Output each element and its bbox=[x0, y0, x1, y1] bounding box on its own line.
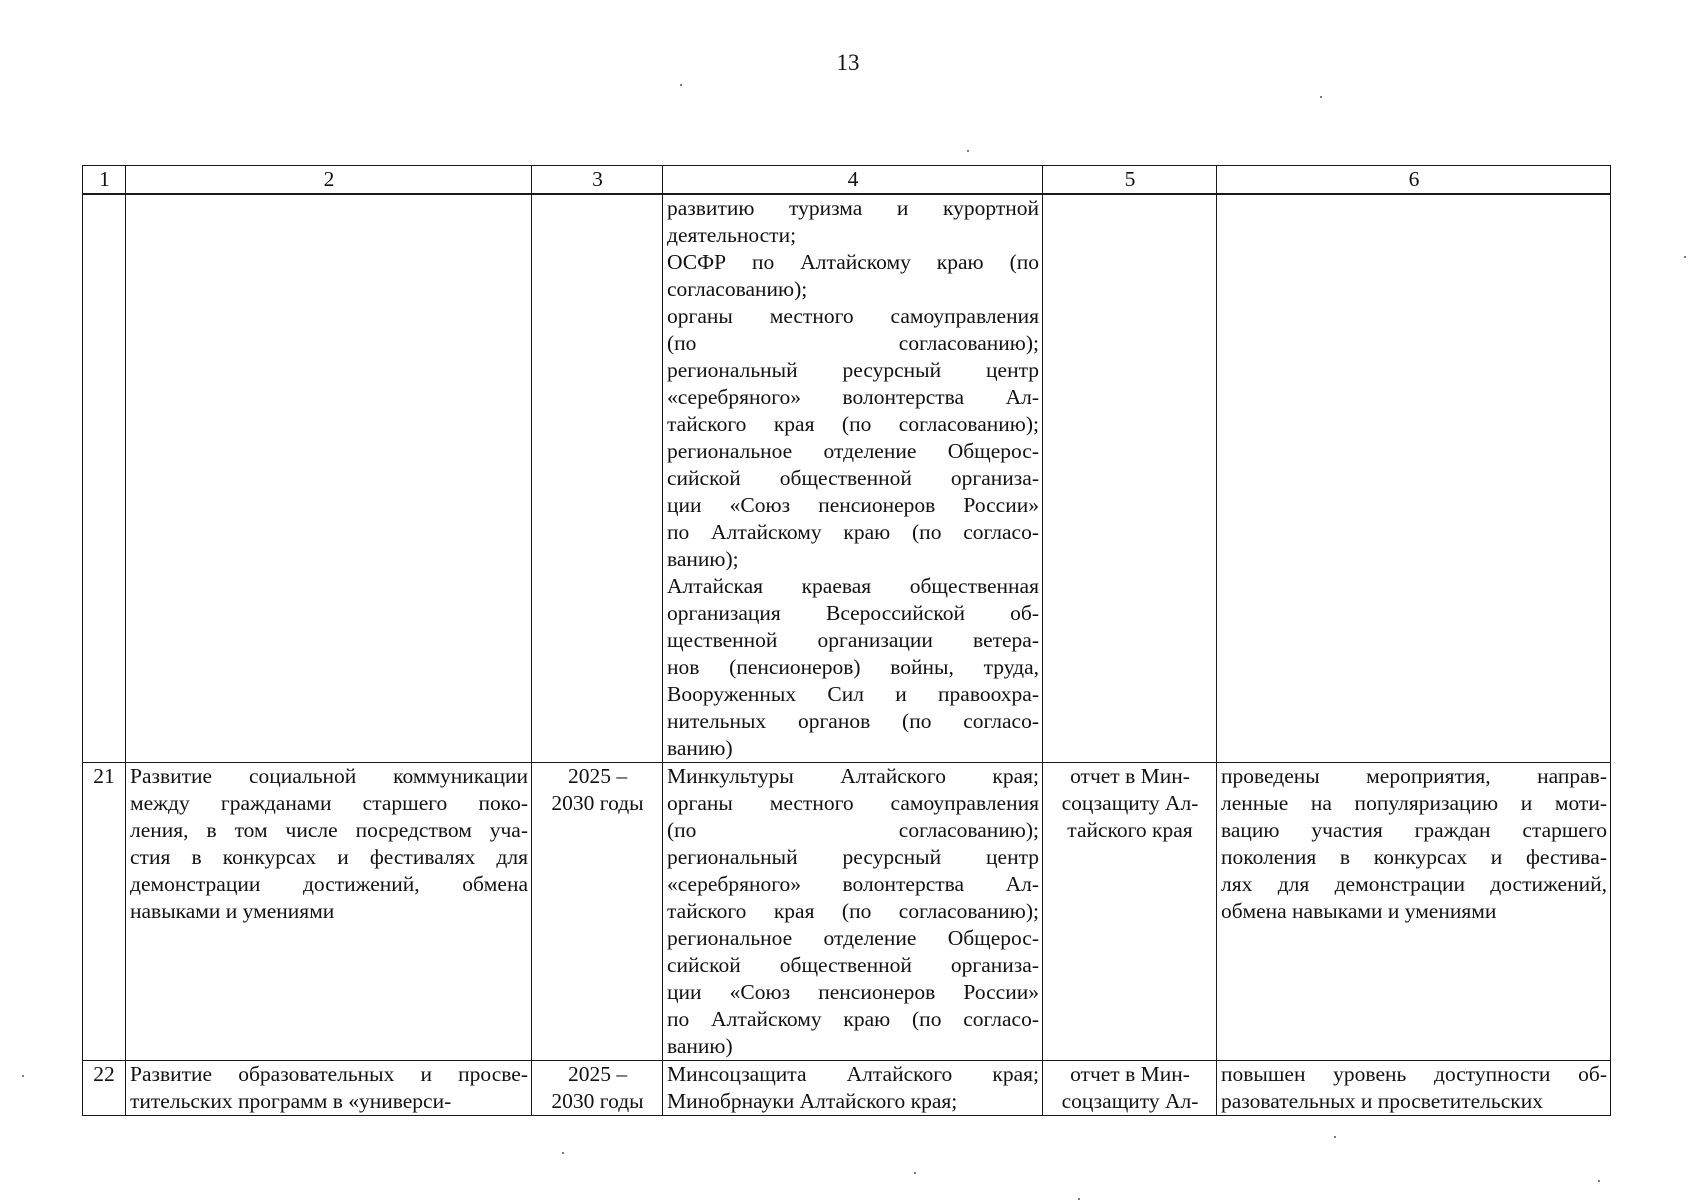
cell-line: демонстрации достижений, обмена bbox=[130, 872, 528, 896]
activity-plan-table bbox=[82, 165, 1611, 1116]
cell-line: вацию участия граждан старшего bbox=[1221, 818, 1607, 842]
cell-line: 2025 – bbox=[567, 764, 628, 788]
cell-line: органы местного самоуправления bbox=[667, 791, 1039, 815]
cell-line: соцзащиту Ал- bbox=[1061, 1089, 1199, 1113]
cell-line: региональное отделение Общерос- bbox=[667, 926, 1039, 950]
report-cell bbox=[1043, 194, 1217, 763]
cell-line: региональное отделение Общерос- bbox=[667, 439, 1039, 463]
scan-speck bbox=[562, 1152, 564, 1154]
table-row-21 bbox=[83, 763, 1611, 1061]
column-header-3: 3 bbox=[532, 166, 663, 195]
cell-line: сийской общественной организа- bbox=[667, 953, 1039, 977]
cell-line: ванию) bbox=[667, 1034, 733, 1058]
column-header-4: 4 bbox=[663, 166, 1043, 195]
cell-line: тительских программ в «универси- bbox=[130, 1089, 452, 1113]
period-cell bbox=[532, 763, 663, 1061]
cell-line: стия в конкурсах и фестивалях для bbox=[130, 845, 528, 869]
scan-speck bbox=[1684, 256, 1686, 258]
cell-line: 2025 – bbox=[567, 1062, 628, 1086]
cell-line: деятельности; bbox=[667, 223, 797, 247]
cell-line: ленные на популяризацию и моти- bbox=[1221, 791, 1607, 815]
column-header-5: 5 bbox=[1043, 166, 1217, 195]
result-cell bbox=[1217, 194, 1611, 763]
scan-speck bbox=[22, 1075, 24, 1077]
row-number-cell: 22 bbox=[83, 1061, 126, 1116]
row-number-cell bbox=[83, 194, 126, 763]
cell-line: ления, в том числе посредством уча- bbox=[130, 818, 528, 842]
cell-line: тайского края (по согласованию); bbox=[667, 412, 1039, 436]
cell-line: ванию) bbox=[667, 736, 733, 760]
report-cell bbox=[1043, 763, 1217, 1061]
cell-line: согласованию); bbox=[667, 277, 808, 301]
cell-line: по Алтайскому краю (по согласо- bbox=[667, 520, 1039, 544]
cell-line: (по согласованию); bbox=[667, 331, 1039, 355]
cell-line: соцзащиту Ал- bbox=[1061, 791, 1199, 815]
table-row-22 bbox=[83, 1061, 1611, 1116]
scan-speck bbox=[1334, 1136, 1336, 1138]
cell-line: региональный ресурсный центр bbox=[667, 358, 1039, 382]
column-header-6: 6 bbox=[1217, 166, 1611, 195]
cell-line: «серебряного» волонтерства Ал- bbox=[667, 872, 1039, 896]
cell-line: (по согласованию); bbox=[667, 818, 1039, 842]
cell-line: проведены мероприятия, направ- bbox=[1221, 764, 1607, 788]
page-number: 13 bbox=[836, 50, 860, 75]
cell-line: 2030 годы bbox=[551, 791, 644, 815]
activity-cell bbox=[126, 763, 532, 1061]
cell-line: обмена навыками и умениями bbox=[1221, 899, 1497, 923]
cell-line: тайского края bbox=[1067, 818, 1193, 842]
period-cell bbox=[532, 194, 663, 763]
cell-line: ванию); bbox=[667, 547, 739, 571]
cell-line: повышен уровень доступности об- bbox=[1221, 1062, 1607, 1086]
column-number-row bbox=[83, 166, 1611, 195]
cell-line: Развитие социальной коммуникации bbox=[130, 764, 528, 788]
scan-speck bbox=[1320, 96, 1322, 98]
period-cell bbox=[532, 1061, 663, 1116]
cell-line: нов (пенсионеров) войны, труда, bbox=[667, 655, 1039, 679]
cell-line: региональный ресурсный центр bbox=[667, 845, 1039, 869]
cell-line: отчет в Мин- bbox=[1070, 1062, 1190, 1086]
cell-line: между гражданами старшего поко- bbox=[130, 791, 528, 815]
cell-line: «серебряного» волонтерства Ал- bbox=[667, 385, 1039, 409]
scan-speck bbox=[680, 84, 682, 86]
cell-line: организация Всероссийской об- bbox=[667, 601, 1039, 625]
cell-line: Минобрнауки Алтайского края; bbox=[667, 1089, 958, 1113]
cell-line: органы местного самоуправления bbox=[667, 304, 1039, 328]
cell-line: Минкультуры Алтайского края; bbox=[667, 764, 1039, 788]
cell-line: Вооруженных Сил и правоохра- bbox=[667, 682, 1039, 706]
scan-speck bbox=[914, 1172, 916, 1174]
row-number-cell: 21 bbox=[83, 763, 126, 1061]
column-header-2: 2 bbox=[126, 166, 532, 195]
executors-cell bbox=[663, 194, 1043, 763]
result-cell bbox=[1217, 763, 1611, 1061]
cell-line: Развитие образовательных и просве- bbox=[130, 1062, 528, 1086]
scan-speck bbox=[967, 150, 969, 152]
cell-line: Алтайская краевая общественная bbox=[667, 574, 1039, 598]
activity-cell bbox=[126, 194, 532, 763]
column-header-1: 1 bbox=[83, 166, 126, 195]
cell-line: нительных органов (по согласо- bbox=[667, 709, 1039, 733]
cell-line: щественной организации ветера- bbox=[667, 628, 1039, 652]
executors-cell bbox=[663, 763, 1043, 1061]
cell-line: навыками и умениями bbox=[130, 899, 335, 923]
executors-cell bbox=[663, 1061, 1043, 1116]
scan-speck bbox=[1598, 1180, 1600, 1182]
cell-line: тайского края (по согласованию); bbox=[667, 899, 1039, 923]
cell-line: отчет в Мин- bbox=[1070, 764, 1190, 788]
cell-line: сийской общественной организа- bbox=[667, 466, 1039, 490]
cell-line: ции «Союз пенсионеров России» bbox=[667, 980, 1039, 1004]
cell-line: ОСФР по Алтайскому краю (по bbox=[667, 250, 1039, 274]
activity-cell bbox=[126, 1061, 532, 1116]
cell-line: развитию туризма и курортной bbox=[667, 196, 1039, 220]
result-cell bbox=[1217, 1061, 1611, 1116]
cell-line: 2030 годы bbox=[551, 1089, 644, 1113]
cell-line: по Алтайскому краю (по согласо- bbox=[667, 1007, 1039, 1031]
table-row-continued bbox=[83, 194, 1611, 763]
cell-line: поколения в конкурсах и фестива- bbox=[1221, 845, 1607, 869]
cell-line: разовательных и просветительских bbox=[1221, 1089, 1543, 1113]
cell-line: Минсоцзащита Алтайского края; bbox=[667, 1062, 1039, 1086]
cell-line: лях для демонстрации достижений, bbox=[1221, 872, 1607, 896]
report-cell bbox=[1043, 1061, 1217, 1116]
cell-line: ции «Союз пенсионеров России» bbox=[667, 493, 1039, 517]
